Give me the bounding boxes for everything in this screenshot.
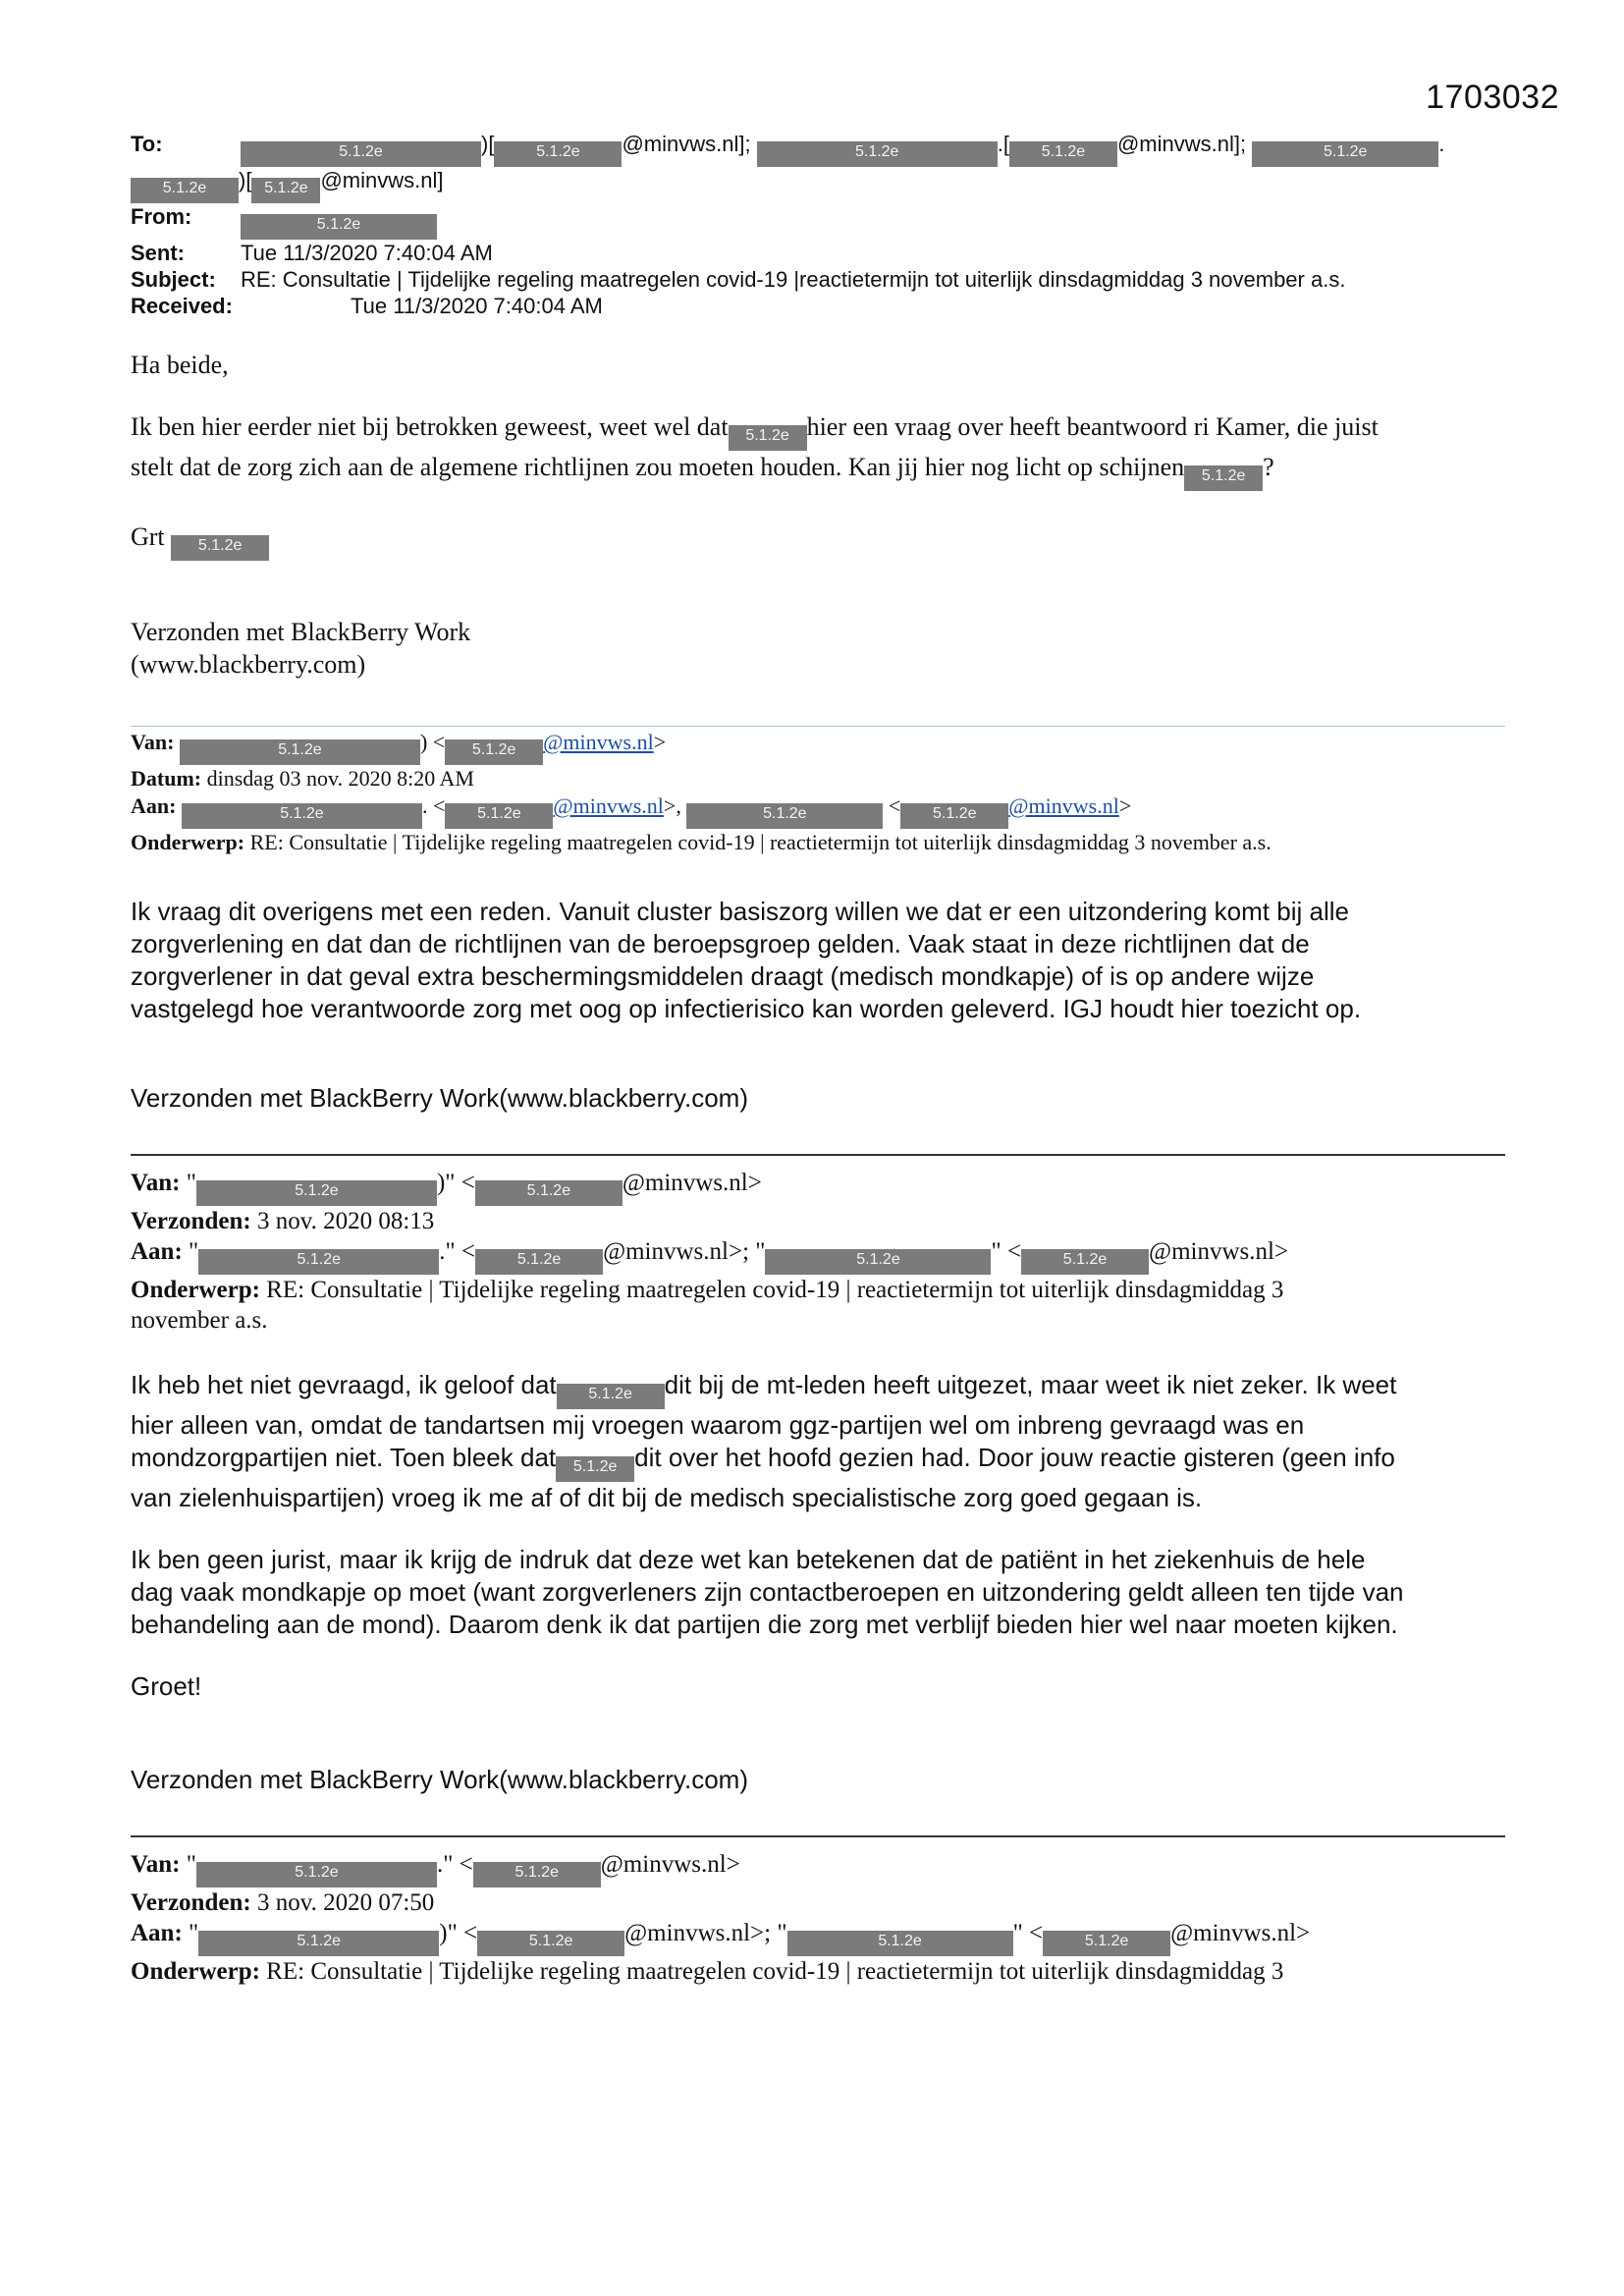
body-line: van zielenhuispartijen) vroeg ik me af of dit bij de medisch specialistische zorg goed gegaan is. [131,1483,1203,1512]
van-row: Van: " 5.1.2e )" < 5.1.2e @minvws.nl> [131,1168,1505,1206]
van-label: Van: [131,730,175,754]
divider [131,1835,1505,1837]
sent-value: Tue 11/3/2020 7:40:04 AM [241,241,493,265]
email-thread [131,131,1505,1987]
onderwerp-row [131,829,1505,856]
first-email-body [131,349,1505,681]
onderwerp-value: RE: Consultatie | Tijdelijke regeling maatregelen covid-19 | reactietermijn tot uiterlijk dinsdagmiddag 3 [266,1277,1284,1303]
received-row [131,293,1505,319]
second-email-header [131,729,1505,856]
first-email-header [131,131,1505,319]
redaction-box: 5.1.2e [182,803,422,829]
onderwerp-row [131,1275,1505,1305]
onderwerp-label: Onderwerp: [131,1958,260,1985]
van-label: Van: [131,1170,181,1196]
verzonden-label: Verzonden: [131,1208,251,1234]
redaction-box: 5.1.2e [171,535,269,561]
aan-row: Aan: 5.1.2e . < 5.1.2e @minvws.nl>, 5.1.2e < 5.1.2e @minvws.nl> [131,793,1505,829]
body-paragraph: Ik ben hier eerder niet bij betrokken geweest, weet wel dat 5.1.2e hier een vraag over heeft beantwoord ri Kamer, die juist stelt dat de zorg zich aan de algemene richtlijnen zou moeten houden. Kan jij hier nog licht op schijnen 5.1.2e ? [131,410,1505,491]
verzonden-row [131,1887,1505,1918]
van-row: Van: 5.1.2e ) < 5.1.2e @minvws.nl> [131,729,1505,765]
redaction-box: 5.1.2e [180,739,420,765]
verzonden-row [131,1206,1505,1236]
redaction-box: 5.1.2e [757,141,998,167]
body-line: Ik ben geen jurist, maar ik krijg de indruk dat deze wet kan betekenen dat de patiënt in het ziekenhuis de hele [131,1545,1366,1574]
divider [131,1154,1505,1156]
redaction-box: 5.1.2e [196,1180,437,1206]
from-row [131,203,1505,240]
body-line: dag vaak mondkapje op moet (want zorgverleners zijn contactberoepen en uitzondering geldt alleen ten tijde van [131,1577,1404,1607]
aan-label: Aan: [131,1920,183,1946]
redaction-box: 5.1.2e [1184,465,1263,491]
verzonden-value: 3 nov. 2020 08:13 [256,1208,435,1234]
redaction-box: 5.1.2e [241,141,481,167]
redaction-box: 5.1.2e [198,1931,439,1956]
redaction-box: 5.1.2e [251,178,320,203]
redaction-box: 5.1.2e [241,214,437,240]
datum-row [131,765,1505,793]
third-email-header [131,1168,1505,1336]
onderwerp-value: RE: Consultatie | Tijdelijke regeling maatregelen covid-19 | reactietermijn tot uiterlijk dinsdagmiddag 3 november a.s. [249,830,1272,854]
onderwerp-label: Onderwerp: [131,830,245,854]
onderwerp-row [131,1956,1505,1987]
greeting: Ha beide, [131,351,229,379]
received-value: Tue 11/3/2020 7:40:04 AM [351,294,603,318]
aan-label: Aan: [131,1238,183,1265]
signature-line: Verzonden met BlackBerry Work [131,618,471,646]
to-row-continued: 5.1.2e )[ 5.1.2e @minvws.nl] [131,167,1505,203]
signature-line: (www.blackberry.com) [131,650,366,679]
redaction-box: 5.1.2e [557,1384,665,1409]
received-label: Received: [131,294,233,318]
redaction-box: 5.1.2e [729,425,807,451]
second-email-body [131,896,1505,1115]
verzonden-value: 3 nov. 2020 07:50 [256,1889,435,1916]
datum-value: dinsdag 03 nov. 2020 8:20 AM [206,766,474,791]
fourth-email-header [131,1849,1505,1987]
onderwerp-label: Onderwerp: [131,1277,260,1303]
body-line: hier alleen van, omdat de tandartsen mij vroegen waarom ggz-partijen wel om inbreng gevraagd was en [131,1410,1305,1440]
body-line: mondzorgpartijen niet. Toen bleek dat 5.1.2e dit over het hoofd gezien had. Door jouw reactie gisteren (geen info [131,1442,1505,1482]
aan-row: Aan: " 5.1.2e )" < 5.1.2e @minvws.nl>; " 5.1.2e " < 5.1.2e @minvws.nl> [131,1918,1505,1956]
redaction-box: 5.1.2e [787,1931,1013,1956]
document-id: 1703032 [1426,79,1559,116]
redaction-box: 5.1.2e [494,141,622,167]
redaction-box: 5.1.2e [900,803,1008,829]
onderwerp-value: RE: Consultatie | Tijdelijke regeling maatregelen covid-19 | reactietermijn tot uiterlijk dinsdagmiddag 3 [266,1958,1284,1985]
email-link[interactable]: @minvws.nl [1008,793,1119,818]
body-line: behandeling aan de mond). Daarom denk ik dat partijen die zorg met verblijf bieden hier wel naar moeten kijken. [131,1610,1398,1639]
onderwerp-continued: november a.s. [131,1307,268,1334]
from-label: From: [131,204,192,229]
signature-line: Verzonden met BlackBerry Work(www.blackberry.com) [131,1083,749,1113]
redaction-box: 5.1.2e [477,1931,624,1956]
verzonden-label: Verzonden: [131,1889,251,1916]
van-label: Van: [131,1851,181,1878]
third-email-body [131,1369,1505,1796]
redaction-box: 5.1.2e [473,1862,601,1887]
redaction-box: 5.1.2e [445,739,543,765]
redaction-box: 5.1.2e [1252,141,1438,167]
redaction-box: 5.1.2e [475,1249,603,1275]
redaction-box: 5.1.2e [1021,1249,1149,1275]
sent-label: Sent: [131,241,185,265]
sent-row [131,240,1505,266]
aan-label: Aan: [131,793,177,818]
redaction-box: 5.1.2e [131,178,239,203]
redaction-box: 5.1.2e [475,1180,623,1206]
to-label: To: [131,132,163,156]
redaction-box: 5.1.2e [445,803,553,829]
redaction-box: 5.1.2e [1009,141,1117,167]
redaction-box: 5.1.2e [765,1249,991,1275]
aan-row: Aan: " 5.1.2e ." < 5.1.2e @minvws.nl>; " 5.1.2e " < 5.1.2e @minvws.nl> [131,1236,1505,1275]
van-row: Van: " 5.1.2e ." < 5.1.2e @minvws.nl> [131,1849,1505,1887]
redaction-box: 5.1.2e [196,1862,437,1887]
body-line: Ik heb het niet gevraagd, ik geloof dat 5.1.2e dit bij de mt-leden heeft uitgezet, maar weet ik niet zeker. Ik weet [131,1369,1505,1409]
closing: Grt 5.1.2e [131,520,1505,561]
redaction-box: 5.1.2e [1043,1931,1170,1956]
to-row: To: 5.1.2e )[ 5.1.2e @minvws.nl]; 5.1.2e .[ 5.1.2e @minvws.nl]; 5.1.2e . [131,131,1505,167]
body-line: zorgverlening en dat dan de richtlijnen van de beroepsgroep gelden. Vaak staat in deze richtlijnen dat de [131,929,1310,958]
redaction-box: 5.1.2e [556,1456,634,1482]
body-line: vastgelegd hoe verantwoorde zorg met oog op infectierisico kan worden geleverd. IGJ houdt hier toezicht op. [131,994,1362,1023]
body-line: Ik vraag dit overigens met een reden. Vanuit cluster basiszorg willen we dat er een uitzondering komt bij alle [131,897,1349,926]
signature-line: Verzonden met BlackBerry Work(www.blackberry.com) [131,1765,749,1794]
subject-row [131,266,1505,293]
divider [131,726,1505,727]
email-link[interactable]: @minvws.nl [553,793,664,818]
redaction-box: 5.1.2e [686,803,883,829]
redaction-box: 5.1.2e [198,1249,439,1275]
body-line: zorgverlener in dat geval extra beschermingsmiddelen draagt (medisch mondkapje) of is op andere wijze [131,961,1315,991]
datum-label: Datum: [131,766,202,791]
email-link[interactable]: @minvws.nl [543,730,654,754]
subject-value: RE: Consultatie | Tijdelijke regeling maatregelen covid-19 |reactietermijn tot uiterlijk dinsdagmiddag 3 november a.s. [241,267,1346,292]
subject-label: Subject: [131,267,216,292]
closing: Groet! [131,1671,202,1701]
